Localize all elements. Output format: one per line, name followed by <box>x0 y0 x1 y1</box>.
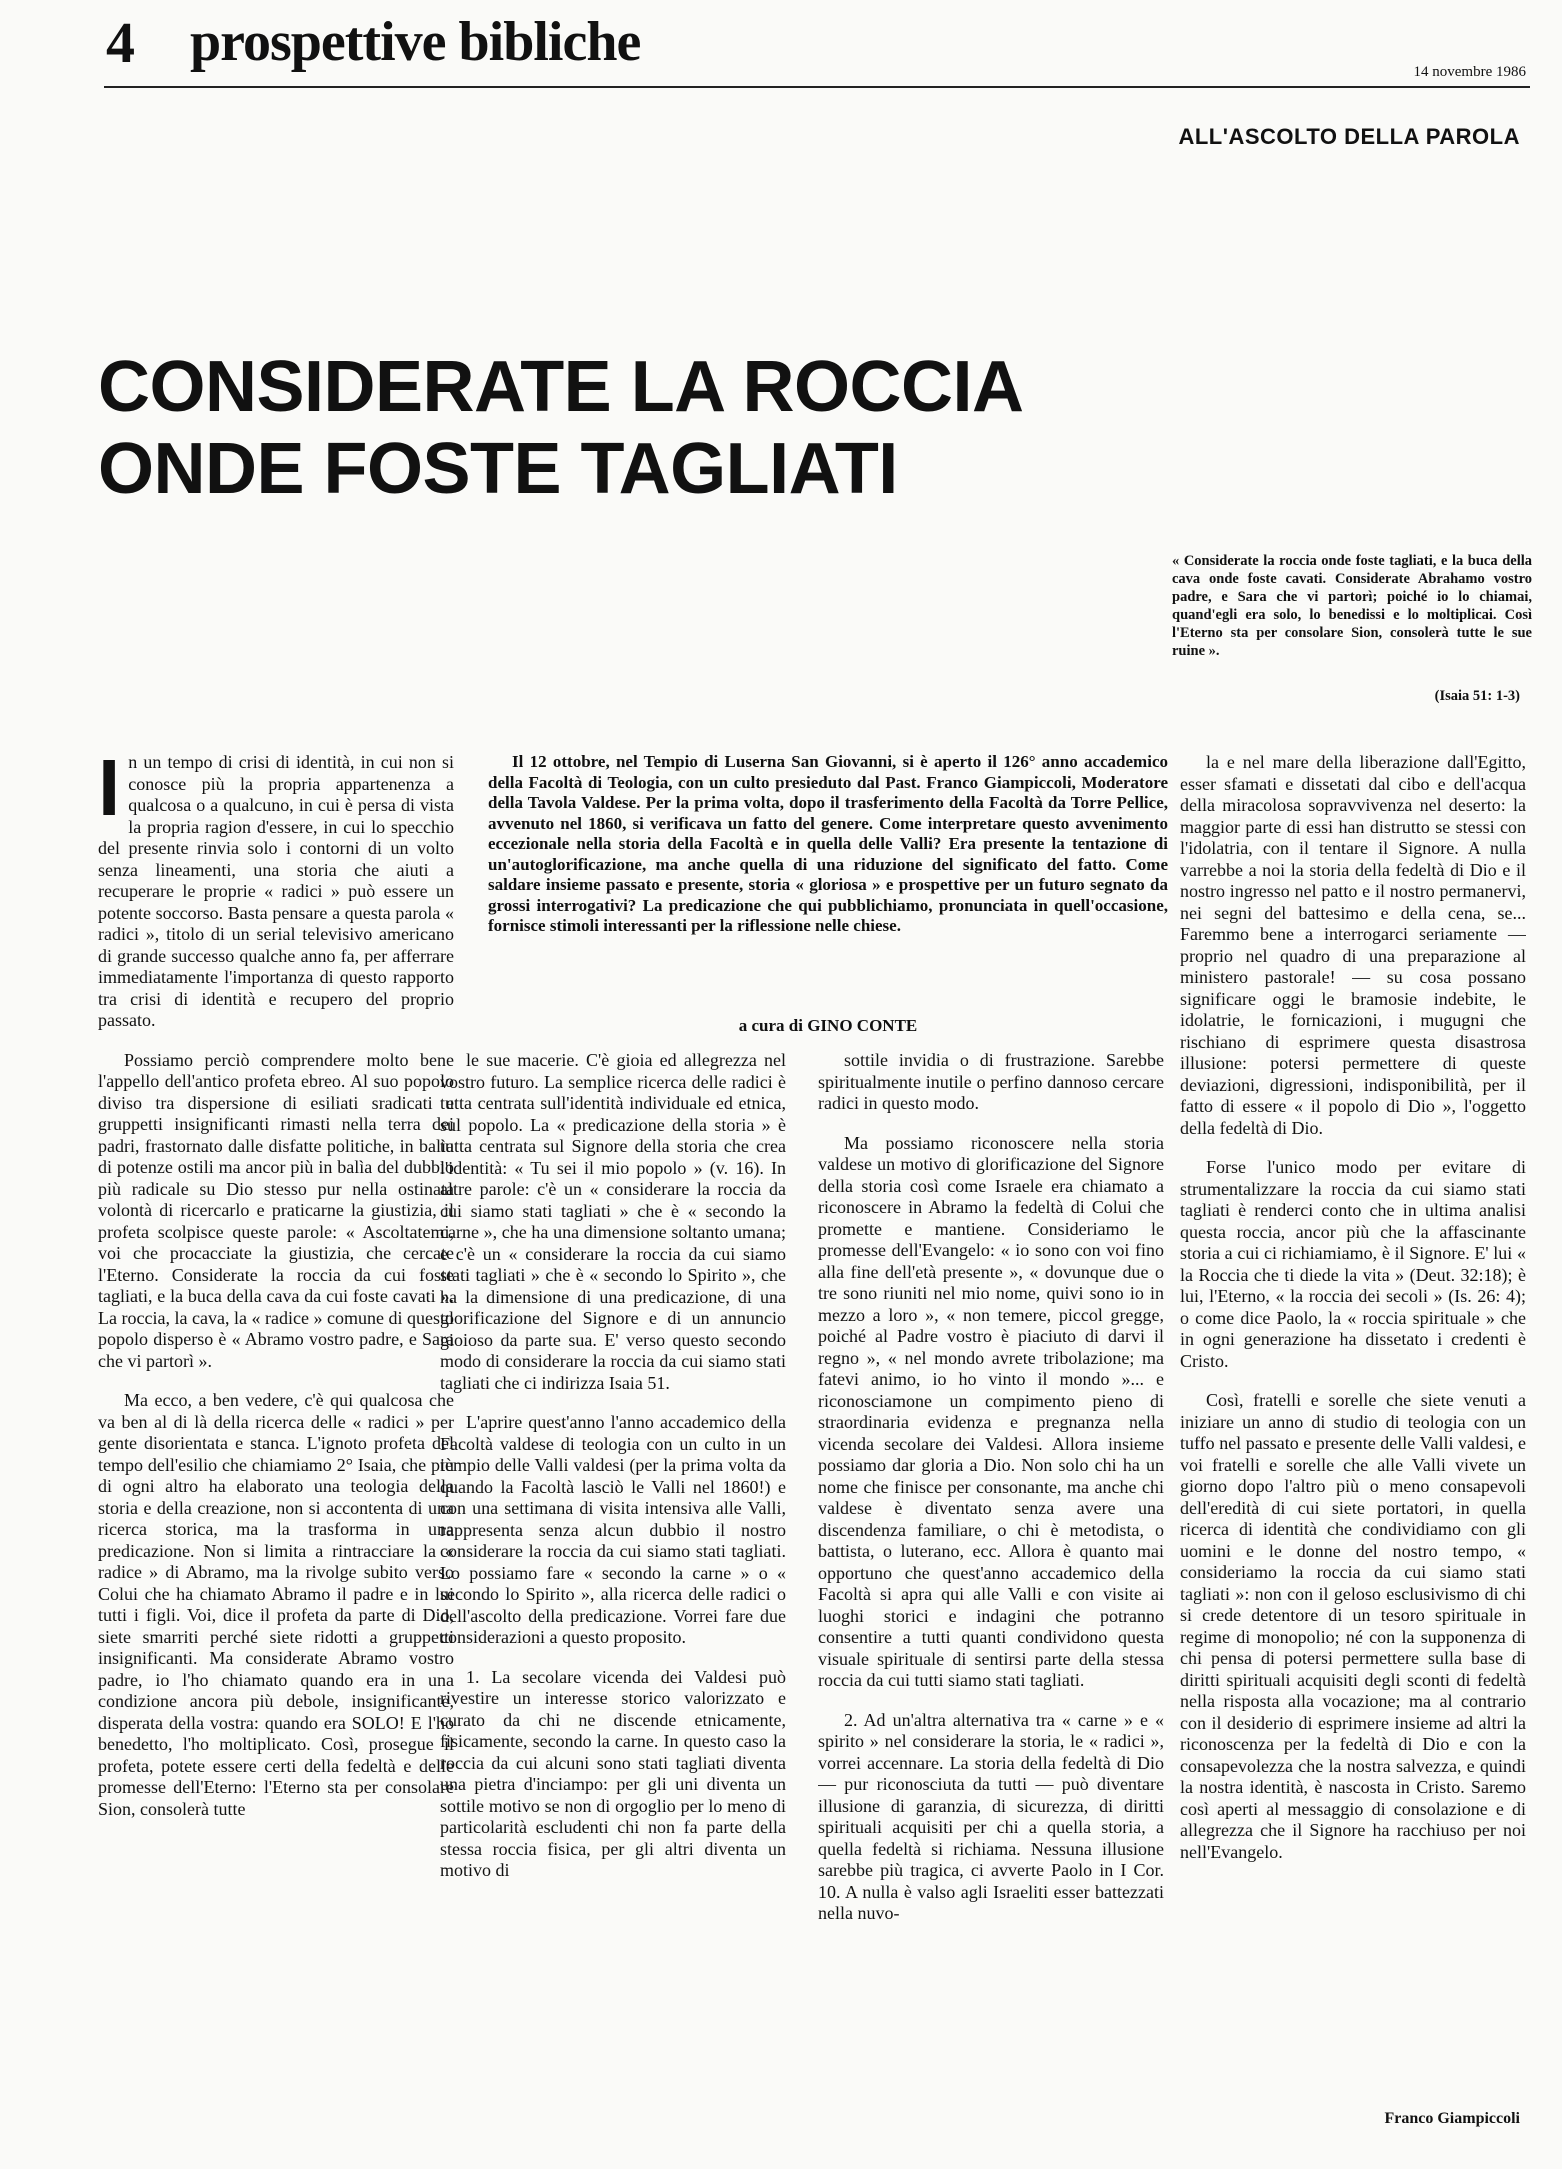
paragraph-1-text: n un tempo di crisi di identità, in cui non si conosce più la propria appartenenza a qualcosa o a qualcuno, in cui è persa di vista la propria ragion d'essere, in cui lo specchio del presente rinvia solo i contorni di un volto senza lineamenti, una storia che aiuti a recuperare le proprie « radici » può essere un potente soccorso. Basta pensare a questa parola « radici », titolo di un serial televisivo americano di grande successo qualche anno fa, per afferrare immediatamente l'importanza di questo rapporto tra crisi di identità e recupero del proprio passato. <box>98 752 454 1030</box>
issue-date: 14 novembre 1986 <box>1413 64 1526 80</box>
column-1 <box>98 752 454 2152</box>
paragraph-4: le sue macerie. C'è gioia ed allegrezza nel vostro futuro. La semplice ricerca delle radici è tutta centrata sull'identità individuale ed etnica, sul popolo. La « predicazione della storia » è tutta centrata sul Signore della storia che crea l'identità: « Tu sei il mio popolo » (v. 16). In altre parole: c'è un « considerare la roccia da cui siamo stati tagliati » che è « secondo la carne », che ha una dimensione soltanto umana; e c'è un « considerare la roccia da cui siamo stati tagliati » che è « secondo lo Spirito », che ha la dimensione di una predicazione, di una glorificazione del Signore e di un annuncio gioioso da parte sua. E' verso questo secondo modo di considerare la roccia da cui siamo stati tagliati che ci indirizza Isaia 51. <box>440 1050 786 1393</box>
paragraph-9: 2. Ad un'altra alternativa tra « carne » e « spirito » nel considerare la storia, le « radici », vorrei accennare. La storia della fedeltà di Dio — pur riconosciuta da tutti — può diventare illusione di garanzia, di sicurezza, di diritti spirituali acquisiti per chi a quella storia, a quella fedeltà si richiama. Nessuna illusione sarebbe più tragica, ci avverte Paolo in I Cor. 10. A nulla è valso agli Israeliti esser battezzati nella nuvo- <box>818 1709 1164 1923</box>
paragraph-3: Ma ecco, a ben vedere, c'è qui qualcosa che va ben al di là della ricerca delle « radici » per gente disorientata e stanca. L'ignoto profeta del tempo dell'esilio che chiamiamo 2° Isaia, che più di ogni altro ha elaborato una teologia della storia e della creazione, non si accontenta di una ricerca storica, ma la trasforma in una predicazione. Non si limita a rintracciare la « radice » di Abramo, ma la rivolge subito verso Colui che ha chiamato Abramo il padre e in lui tutti i figli. Voi, dice il profeta da parte di Dio, siete smarriti perché siete ridotti a gruppetti insignificanti. Ma considerate Abramo vostro padre, io l'ho chiamato quando era in una condizione ancora più debole, insignificante, disperata della vostra: quando era SOLO! E l'ho benedetto, l'ho moltiplicato. Così, prosegue il profeta, potete essere certi della fedeltà e delle promesse dell'Eterno: l'Eterno sta per consolare Sion, consolerà tutte <box>98 1390 454 1819</box>
epigraph-reference: (Isaia 51: 1-3) <box>1434 688 1520 704</box>
column-3 <box>818 1050 1164 2150</box>
author-signature: Franco Giampiccoli <box>1384 2110 1520 2127</box>
column-4 <box>1180 752 1526 2122</box>
headline <box>98 346 1198 510</box>
paragraph-7: sottile invidia o di frustrazione. Sarebbe spiritualmente inutile o perfino dannoso cercare radici in questo modo. <box>818 1050 1164 1113</box>
paragraph-5: L'aprire quest'anno l'anno accademico della Facoltà valdese di teologia con un culto in un tempio delle Valli valdesi (per la prima volta da quando la Facoltà lasciò le Valli nel 1860!) e con una settimana di visita intensiva alle Valli, rappresenta senza alcun dubbio il nostro considerare la roccia da cui siamo stati tagliati. Lo possiamo fare « secondo la carne » o « secondo lo Spirito », alla ricerca delle radici o dell'ascolto della predicazione. Vorrei fare due considerazioni a questo proposito. <box>440 1412 786 1647</box>
paragraph-1 <box>98 752 454 1032</box>
paragraph-2: Possiamo perciò comprendere molto bene l'appello dell'antico profeta ebreo. Al suo popolo diviso tra dispersione di esiliati sradicati e gruppetti insignificanti rimasti nella terra dei padri, frastornato dalle disfatte politiche, in balìa di potenze ostili ma ancor più in balìa del dubbio più radicale su Dio stesso pur nella ostinata volontà di ricercarlo e praticarne la giustizia, il profeta scolpisce queste parole: « Ascoltatemi, voi che procacciate la giustizia, che cercate l'Eterno. Considerate la roccia da cui foste tagliati, e la buca della cava da cui foste cavati ». La roccia, la cava, la « radice » comune di questo popolo disperso è « Abramo vostro padre, e Sara che vi partorì ». <box>98 1049 454 1371</box>
intro-box <box>488 752 1168 937</box>
headline-line-1: CONSIDERATE LA ROCCIA <box>98 347 1024 427</box>
paragraph-10: la e nel mare della liberazione dall'Egitto, esser sfamati e dissetati dal cibo e dell'acqua della miracolosa sopravvivenza nel deserto: la maggior parte di essi han distrutto se stessi con l'idolatria, con il tentare il Signore. A nulla varrebbe a noi la storia della fedeltà di Dio e il nostro ingresso nel patto e il nostro permanervi, nei segni del battesimo e della cena, se... Faremmo bene a interrogarci seriamente — proprio nel quadro di una preparazione al ministero pastorale! — su cosa possano significare oggi le bramosie indebite, le idolatrie, le fornicazioni, i mugugni che rischiano di esprimere questa disastrosa illusione: potersi permettere di queste deviazioni, digressioni, indisponibilità, per il fatto di essere « il popolo di Dio », l'oggetto della fedeltà di Dio. <box>1180 752 1526 1138</box>
drop-cap: I <box>98 752 121 832</box>
rubric: ALL'ASCOLTO DELLA PAROLA <box>1178 124 1520 149</box>
paragraph-11: Forse l'unico modo per evitare di strumentalizzare la roccia da cui siamo stati tagliati è renderci conto che in ultima analisi questa roccia, ancor più che la affascinante storia a cui ci richiamiamo, è il Signore. E' lui « la Roccia che ti diede la vita » (Deut. 32:18); è lui, l'Eterno, « la roccia dei secoli » (Is. 26: 4); o come dice Paolo, la « roccia spirituale » che in ogni generazione ha dissetato i credenti è Cristo. <box>1180 1157 1526 1371</box>
page-number: 4 <box>106 10 135 75</box>
column-2 <box>440 1050 786 2150</box>
intro-text: Il 12 ottobre, nel Tempio di Luserna San Giovanni, si è aperto il 126° anno accademico della Facoltà di Teologia, con un culto presieduto dal Past. Franco Giampiccoli, Moderatore della Tavola Valdese. Per la prima volta, dopo il trasferimento della Facoltà da Torre Pellice, avvenuto nel 1860, si verificava un fatto del genere. Come interpretare questo avvenimento eccezionale nella storia della Facoltà e in quella delle Valli? Era presente la tentazione di un'autoglorificazione, ma anche quella di una riduzione del significato del fatto. Come saldare insieme passato e presente, storia « gloriosa » e prospettive per un futuro segnato da grossi interrogativi? La predicazione che qui pubblichiamo, pronunciata in quell'occasione, fornisce stimoli interessanti per la riflessione nelle chiese. <box>488 752 1168 935</box>
headline-line-2: ONDE FOSTE TAGLIATI <box>98 429 898 509</box>
epigraph-quote: « Considerate la roccia onde foste tagliati, e la buca della cava onde foste cavati. Considerate Abrahamo vostro padre, e Sara che vi partorì; poiché io lo chiamai, quand'egli era solo, lo benedissi e lo moltiplicai. Così l'Eterno sta per consolare Sion, consolerà tutte le sue ruine ». <box>1172 553 1532 659</box>
paragraph-6: 1. La secolare vicenda dei Valdesi può rivestire un interesse storico valorizzato e curato da chi ne discende etnicamente, fisicamente, secondo la carne. In questo caso la roccia da cui alcuni sono stati tagliati diventa una pietra d'inciampo: per gli uni diventa un sottile motivo se non di orgoglio per lo meno di particolarità escludenti chi non fa parte della stessa roccia fisica, per gli altri diventa un motivo di <box>440 1666 786 1880</box>
section-masthead: prospettive bibliche <box>190 11 641 73</box>
paragraph-8: Ma possiamo riconoscere nella storia valdese un motivo di glorificazione del Signore della storia così come Israele era chiamato a riconoscere in Abramo la fedeltà di Colui che promette e mantiene. Consideriamo le promesse dell'Evangelo: « io sono con voi fino alla fine dell'età presente », « dovunque due o tre sono riuniti nel mio nome, quivi sono io in mezzo a loro », « non temere, piccol gregge, poiché al Padre vostro è piaciuto di darvi il regno », « nel mondo avrete tribolazione; ma fatevi animo, io ho vinto il mondo »... e riconosciamone un compimento pieno di straordinaria evidenza e pregnanza nella vicenda secolare dei Valdesi. Allora insieme possiamo dar gloria a Dio. Non solo chi ha un nome che finisce per consonante, ma anche chi valdese è diventato senza avere una discendenza familiare, o chi è metodista, o battista, o luterano, ecc. Allora è quanto mai opportuno che quest'anno accademico della Facoltà si apra qui alle Valli e con visite ai luoghi storici e indagini che potranno consentire a tutti quanti condividono questa visuale spirituale di sentirsi parte della stessa roccia da cui tutti siamo stati tagliati. <box>818 1132 1164 1690</box>
header-rule <box>104 86 1530 88</box>
byline: a cura di GINO CONTE <box>738 1016 918 1035</box>
paragraph-12: Così, fratelli e sorelle che siete venuti a iniziare un anno di studio di teologia con un tuffo nel passato e presente delle Valli valdesi, e voi fratelli e sorelle che alle Valli vivete un giorno dopo l'altro più o meno consapevoli dell'eredità di cui siete portatori, in quella ricerca di identità che condividiamo con gli uomini e le donne del nostro tempo, « consideriamo la roccia da cui siamo stati tagliati »: non con il geloso esclusivismo di chi si crede detentore di un tesoro spirituale in regime di monopolio; né con la supponenza di chi pensa di potersi permettere sulla base di diritti spirituali acquisiti degli sconti di fedeltà nella risposta alla vocazione; ma al contrario con il desiderio di esprimere insieme ad altri la riconoscenza per la fedeltà di Dio e con la consapevolezza che la nostra salvezza, e quindi la nostra identità, è nascosta in Cristo. Saremo così aperti al messaggio di consolazione e di allegrezza che il Signore ha racchiuso per noi nell'Evangelo. <box>1180 1390 1526 1862</box>
